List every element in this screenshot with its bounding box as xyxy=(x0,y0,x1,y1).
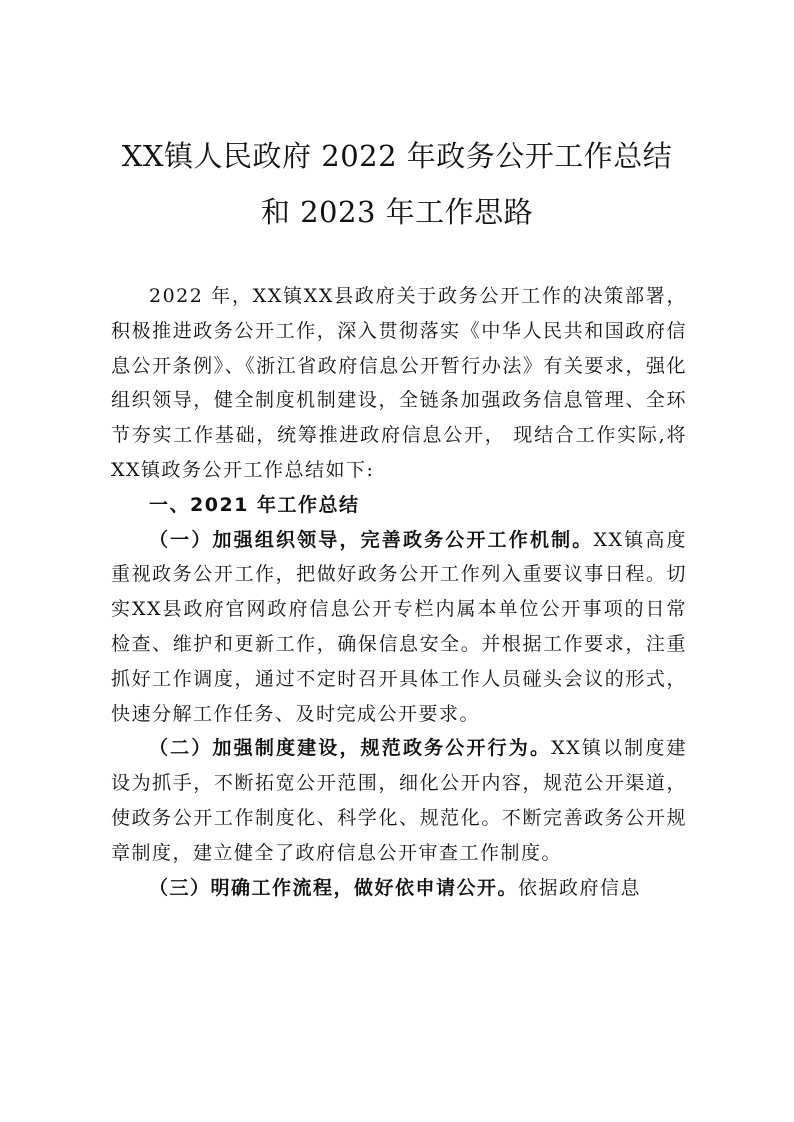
item-text-2: XX镇以制度建设为抓手，不断拓宽公开范围，细化公开内容，规范公开渠道，使政务公开工作制度化、科学化、规范化。不断完善政务公开规章制度，建立健全了政府信息公开审查工作制度。 xyxy=(111,737,687,864)
document-title-line-1: XX镇人民政府 2022 年政务公开工作总结 xyxy=(121,139,673,173)
item-paragraph-2 xyxy=(111,731,687,870)
item-title-3: （三）明确工作流程，做好依申请公开。 xyxy=(149,876,519,899)
item-text-3: 依据政府信息 xyxy=(518,876,642,899)
intro-paragraph: 2022 年，XX镇XX县政府关于政务公开工作的决策部署，积极推进政务公开工作，深入贯彻落实《中华人民共和国政府信息公开条例》、《浙江省政府信息公开暂行办法》有关要求，强化组织领导，健全制度机制建设，全链条加强政务信息管理、全环节夯实工作基础，统筹推进政府信息公开， 现结合工作实际,将XX镇政务公开工作总结如下: xyxy=(111,285,687,481)
item-title-1: （一）加强组织领导，完善政务公开工作机制。 xyxy=(149,528,594,551)
item-paragraph-1 xyxy=(111,523,687,732)
item-paragraph-3 xyxy=(111,871,687,906)
section-heading: 一、2021 年工作总结 xyxy=(149,493,360,516)
document-title-line-2: 和 2023 年工作思路 xyxy=(260,195,534,229)
document-body xyxy=(111,279,687,905)
item-text-1: XX镇高度重视政务公开工作，把做好政务公开工作列入重要议事日程。切实XX县政府官网政府信息公开专栏内属本单位公开事项的日常检查、维护和更新工作，确保信息安全。并根据工作要求，注重抓好工作调度，通过不定时召开具体工作人员碰头会议的形式，快速分解工作任务、及时完成公开要求。 xyxy=(111,528,687,725)
item-title-2: （二）加强制度建设，规范政务公开行为。 xyxy=(149,737,552,760)
